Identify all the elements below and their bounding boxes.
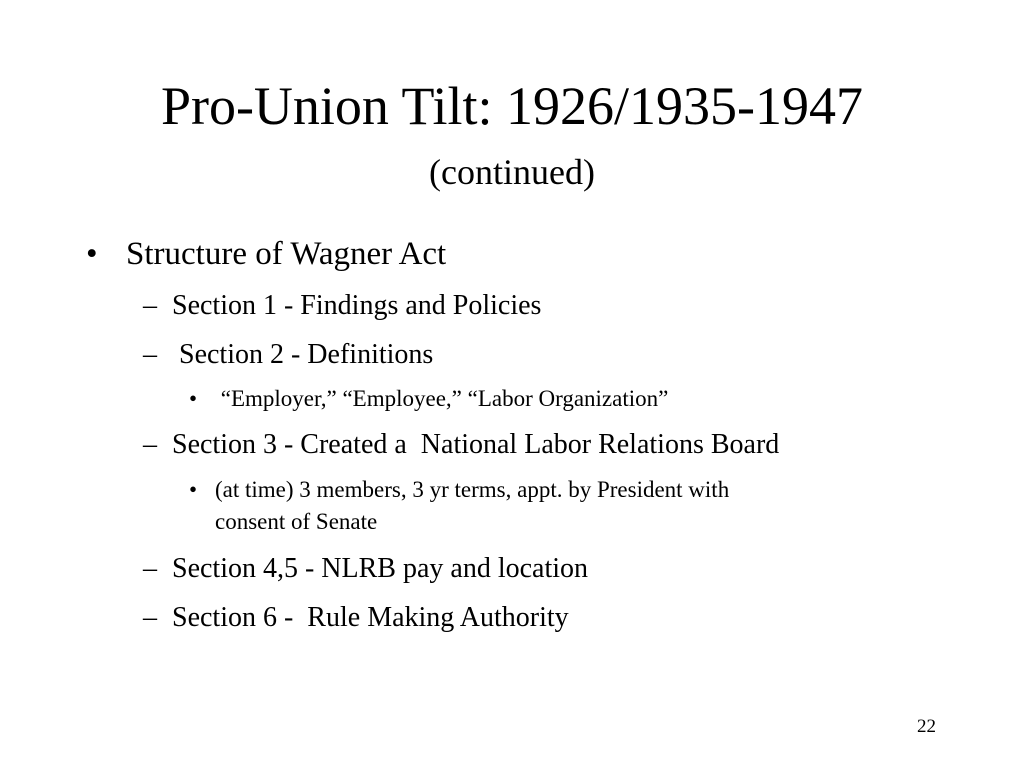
dash-icon: – (143, 429, 157, 460)
sub-bullet-section-6: Section 6 - Rule Making Authority (172, 602, 569, 633)
page-number: 22 (917, 716, 936, 737)
sub-sub-bullet-board-details-continued: consent of Senate (215, 509, 378, 534)
slide-title: Pro-Union Tilt: 1926/1935-1947 (160, 76, 864, 136)
sub-bullet-section-3: Section 3 - Created a National Labor Relations Board (172, 429, 780, 460)
sub-sub-bullet-board-details: (at time) 3 members, 3 yr terms, appt. by President with (215, 477, 730, 502)
sub-bullet-section-2: Section 2 - Definitions (172, 339, 434, 370)
bullet-structure-of-wagner-act: Structure of Wagner Act (126, 236, 447, 272)
sub-sub-bullet-definitions: “Employer,” “Employee,” “Labor Organization” (215, 386, 669, 411)
dash-icon: – (143, 553, 157, 584)
sub-bullet-section-4-5: Section 4,5 - NLRB pay and location (172, 553, 589, 584)
bullet-icon: • (189, 477, 198, 502)
dash-icon: – (143, 339, 157, 370)
sub-bullet-section-1: Section 1 - Findings and Policies (172, 290, 542, 321)
dash-icon: – (143, 602, 157, 633)
slide-subtitle: (continued) (429, 152, 595, 192)
dash-icon: – (143, 290, 157, 321)
bullet-icon: • (86, 236, 98, 272)
bullet-icon: • (189, 386, 198, 411)
